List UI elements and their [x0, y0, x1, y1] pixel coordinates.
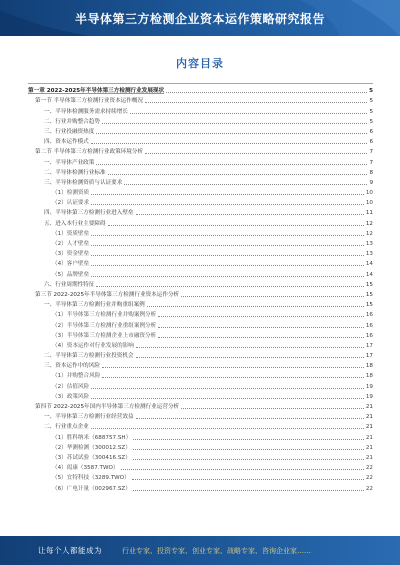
toc-entry[interactable] [28, 126, 373, 136]
toc-leader-dots [133, 459, 364, 460]
toc-heading: 内容目录 [176, 57, 224, 70]
toc-leader-dots [102, 367, 364, 368]
toc-entry[interactable] [28, 421, 373, 431]
toc-entry-page: 15 [365, 291, 373, 298]
toc-entry-page: 22 [365, 465, 373, 472]
toc-entry[interactable] [28, 238, 373, 248]
toc-entry[interactable] [28, 167, 373, 177]
toc-leader-dots [145, 102, 367, 103]
toc-entry-page: 5 [369, 108, 373, 115]
toc-leader-dots [96, 164, 367, 165]
toc-entry-title: （1）检测资质 [52, 190, 90, 197]
toc-leader-dots [136, 357, 364, 358]
toc-entry-title: （3）政策风险 [52, 393, 90, 400]
toc-leader-dots [96, 286, 364, 287]
toc-entry-page: 21 [365, 444, 373, 451]
toc-entry-page: 21 [365, 434, 373, 441]
toc-entry-page: 18 [365, 373, 373, 380]
toc-leader-dots [158, 316, 364, 317]
toc-entry[interactable] [28, 105, 373, 115]
toc-leader-dots [91, 265, 364, 266]
toc-leader-dots [181, 408, 364, 409]
toc-entry-page: 19 [365, 393, 373, 400]
header-banner [0, 0, 400, 36]
toc-entry-page: 16 [365, 332, 373, 339]
toc-leader-dots [108, 225, 364, 226]
toc-entry-title: 一、半导体检测服务需求持续增长 [44, 108, 128, 115]
toc-entry-title: （4）资本运作对行业发展的影响 [52, 342, 134, 349]
toc-entry[interactable] [28, 462, 373, 472]
toc-entry-title: （6）广电计量（002967.SZ） [52, 485, 131, 492]
toc-entry-page: 16 [365, 322, 373, 329]
toc-entry[interactable] [28, 136, 373, 146]
toc-leader-dots [91, 204, 364, 205]
toc-divider [28, 83, 373, 84]
toc-entry-page: 11 [365, 210, 373, 217]
toc-entry[interactable] [28, 401, 373, 411]
toc-entry-title: （5）宜特科技（3289.TWO） [52, 475, 130, 482]
toc-entry-page: 13 [365, 241, 373, 247]
toc-leader-dots [124, 184, 367, 185]
toc-entry-page: 8 [369, 169, 373, 176]
toc-leader-dots [121, 469, 364, 470]
toc-entry-title: 三、行业投融资热度 [44, 128, 95, 135]
toc-entry-page: 10 [365, 190, 373, 197]
toc-leader-dots [158, 327, 364, 328]
toc-entry[interactable] [28, 207, 373, 217]
toc-leader-dots [132, 479, 364, 480]
toc-entry-title: 一、半导体产业政策 [44, 159, 95, 166]
toc-entry-title: （1）资质壁垒 [52, 230, 90, 237]
toc-leader-dots [133, 439, 364, 440]
toc-entry-title: （5）品牌壁垒 [52, 271, 90, 278]
toc-entry-page: 17 [365, 342, 373, 349]
toc-entry-page: 12 [365, 220, 373, 227]
toc-entry-title: （2）华测检测（300012.SZ） [52, 444, 131, 451]
toc-entry[interactable] [28, 146, 373, 156]
toc-leader-dots [181, 296, 364, 297]
toc-entry[interactable] [28, 319, 373, 329]
footer-slogan: 让每个人都能成为 [38, 546, 102, 555]
toc-entry-page: 21 [365, 424, 373, 431]
toc-entry-title: （2）估值风险 [52, 383, 90, 390]
toc-entry-page: 7 [369, 159, 373, 166]
toc-entry[interactable] [28, 482, 373, 492]
toc-entry-title: 三、资本运作中的风险 [44, 363, 100, 370]
toc-entry[interactable] [28, 279, 373, 289]
toc-entry-page: 21 [365, 414, 373, 421]
toc-entry-title: 二、半导体第三方检测行业投资机会 [44, 353, 134, 360]
toc-leader-dots [145, 153, 367, 154]
toc-entry[interactable] [28, 431, 373, 441]
toc-entry-page: 15 [365, 302, 373, 309]
toc-entry-page: 21 [365, 404, 373, 410]
toc-entry-page: 21 [365, 454, 373, 461]
toc-entry-title: （4）闳康（3587.TWO） [52, 465, 119, 472]
toc-leader-dots [91, 276, 364, 277]
toc-entry[interactable] [28, 452, 373, 462]
toc-entry-title: 二、行业重点企业 [44, 424, 89, 431]
toc-entry-title: （1）半导体第三方检测行业并购案例分析 [52, 312, 157, 319]
toc-entry-page: 9 [369, 179, 373, 186]
toc-entry-page: 13 [365, 251, 373, 258]
toc-entry-title: 二、行业并购整合趋势 [44, 118, 100, 125]
toc-leader-dots [91, 398, 364, 399]
toc-entry-title: 第一章 2022-2025年半导体第三方检测行业发展现状 [28, 88, 165, 95]
toc-leader-dots [91, 245, 364, 246]
toc-entry-title: （1）并购整合风险 [52, 373, 101, 380]
toc-entry-title: （1）胜科纳米（688757.SH） [52, 434, 132, 441]
toc-entry[interactable] [28, 360, 373, 370]
toc-leader-dots [136, 347, 364, 348]
toc-entry-title: 一、半导体第三方检测行业经营效益 [44, 414, 134, 421]
toc-leader-dots [147, 306, 364, 307]
footer-tagline: 行业专家、投资专家、创业专家、战略专家、咨询企业家…… [122, 546, 311, 555]
toc-leader-dots [102, 123, 367, 124]
toc-leader-dots [136, 418, 364, 419]
toc-entry-title: （3）半导体第三方检测企业上市融资分析 [52, 332, 157, 339]
toc-entry-page: 6 [369, 139, 373, 146]
toc-leader-dots [91, 428, 364, 429]
toc-entry-title: （2）人才壁垒 [52, 241, 90, 247]
toc-entry-title: （2）认证要求 [52, 200, 90, 207]
toc-entry-page: 5 [369, 98, 373, 105]
toc-entry[interactable] [28, 350, 373, 360]
toc-entry-title: （4）客户壁垒 [52, 261, 90, 268]
toc-entry-title: 四、半导体第三方检测行业进入壁垒 [44, 210, 134, 217]
toc-entry-title: 第一节 半导体第三方检测行业资本运作概况 [35, 98, 144, 105]
toc-leader-dots [166, 92, 367, 93]
toc-entry[interactable] [28, 217, 373, 227]
toc-entry-title: （3）资金壁垒 [52, 251, 90, 258]
toc-entry[interactable] [28, 177, 373, 187]
toc-entry-title: 二、半导体检测行业标准 [44, 169, 106, 176]
toc-entry[interactable] [28, 289, 373, 299]
toc-entry[interactable] [28, 95, 373, 105]
toc-entry-page: 14 [365, 271, 373, 278]
toc-entry-title: 一、半导体第三方检测行业并购重组案例 [44, 302, 145, 309]
toc-leader-dots [136, 214, 364, 215]
toc-entry[interactable] [28, 187, 373, 197]
toc-entry[interactable] [28, 391, 373, 401]
toc-entry-page: 17 [365, 353, 373, 360]
toc-entry[interactable] [28, 370, 373, 380]
toc-leader-dots [158, 337, 364, 338]
toc-entry-title: 三、半导体检测资质与认证要求 [44, 179, 123, 186]
toc-entry-page: 7 [369, 149, 373, 156]
toc-entry-page: 5 [369, 88, 373, 95]
toc-entry-page: 18 [365, 363, 373, 370]
toc-entry[interactable] [28, 228, 373, 238]
toc-entry[interactable] [28, 156, 373, 166]
toc-entry-page: 22 [365, 475, 373, 482]
toc-entry[interactable] [28, 380, 373, 390]
toc-entry-page: 15 [365, 281, 373, 288]
toc-entry-page: 19 [365, 383, 373, 390]
toc-entry[interactable] [28, 330, 373, 340]
toc-entry[interactable] [28, 85, 373, 95]
toc-entry-title: 第四节 2022-2025年国内半导体第三方检测行业运营分析 [35, 404, 180, 410]
toc-entry-title: 第三节 2022-2025年半导体第三方检测行业资本运作分析 [35, 291, 180, 298]
toc-entry[interactable] [28, 411, 373, 421]
toc-entry[interactable] [28, 258, 373, 268]
toc-entry[interactable] [28, 442, 373, 452]
toc-entry-page: 12 [365, 230, 373, 237]
toc-entry-page: 16 [365, 312, 373, 319]
toc-leader-dots [96, 133, 367, 134]
toc-entry[interactable] [28, 299, 373, 309]
toc-leader-dots [91, 194, 364, 195]
table-of-contents [28, 85, 373, 493]
toc-entry[interactable] [28, 340, 373, 350]
toc-leader-dots [91, 235, 364, 236]
report-title: 半导体第三方检测企业资本运作策略研究报告 [74, 11, 325, 26]
toc-entry-title: 五、进入本行业主要障碍 [44, 220, 106, 227]
footer-banner [0, 536, 400, 565]
toc-entry[interactable] [28, 309, 373, 319]
toc-entry-page: 22 [365, 485, 373, 492]
toc-entry-title: 六、行业周期性特征 [44, 281, 95, 288]
toc-entry-page: 6 [369, 128, 373, 135]
toc-leader-dots [91, 255, 364, 256]
toc-leader-dots [102, 377, 364, 378]
toc-entry[interactable] [28, 268, 373, 278]
toc-leader-dots [133, 490, 364, 491]
toc-entry-page: 14 [365, 261, 373, 268]
toc-entry-title: 第二节 半导体第三方检测行业政策环境分析 [35, 149, 144, 156]
toc-entry-title: 四、资本运作模式 [44, 139, 89, 146]
toc-entry-title: （2）半导体第三方检测行业重组案例分析 [52, 322, 157, 329]
toc-entry[interactable] [28, 116, 373, 126]
toc-leader-dots [130, 113, 368, 114]
toc-entry-page: 10 [365, 200, 373, 207]
toc-entry[interactable] [28, 248, 373, 258]
toc-leader-dots [91, 143, 368, 144]
toc-leader-dots [133, 449, 364, 450]
toc-entry-title: （3）苏试试验（300416.SZ） [52, 454, 131, 461]
toc-entry-page: 5 [369, 118, 373, 125]
toc-leader-dots [91, 388, 364, 389]
toc-leader-dots [108, 174, 368, 175]
toc-entry[interactable] [28, 472, 373, 482]
toc-entry[interactable] [28, 197, 373, 207]
